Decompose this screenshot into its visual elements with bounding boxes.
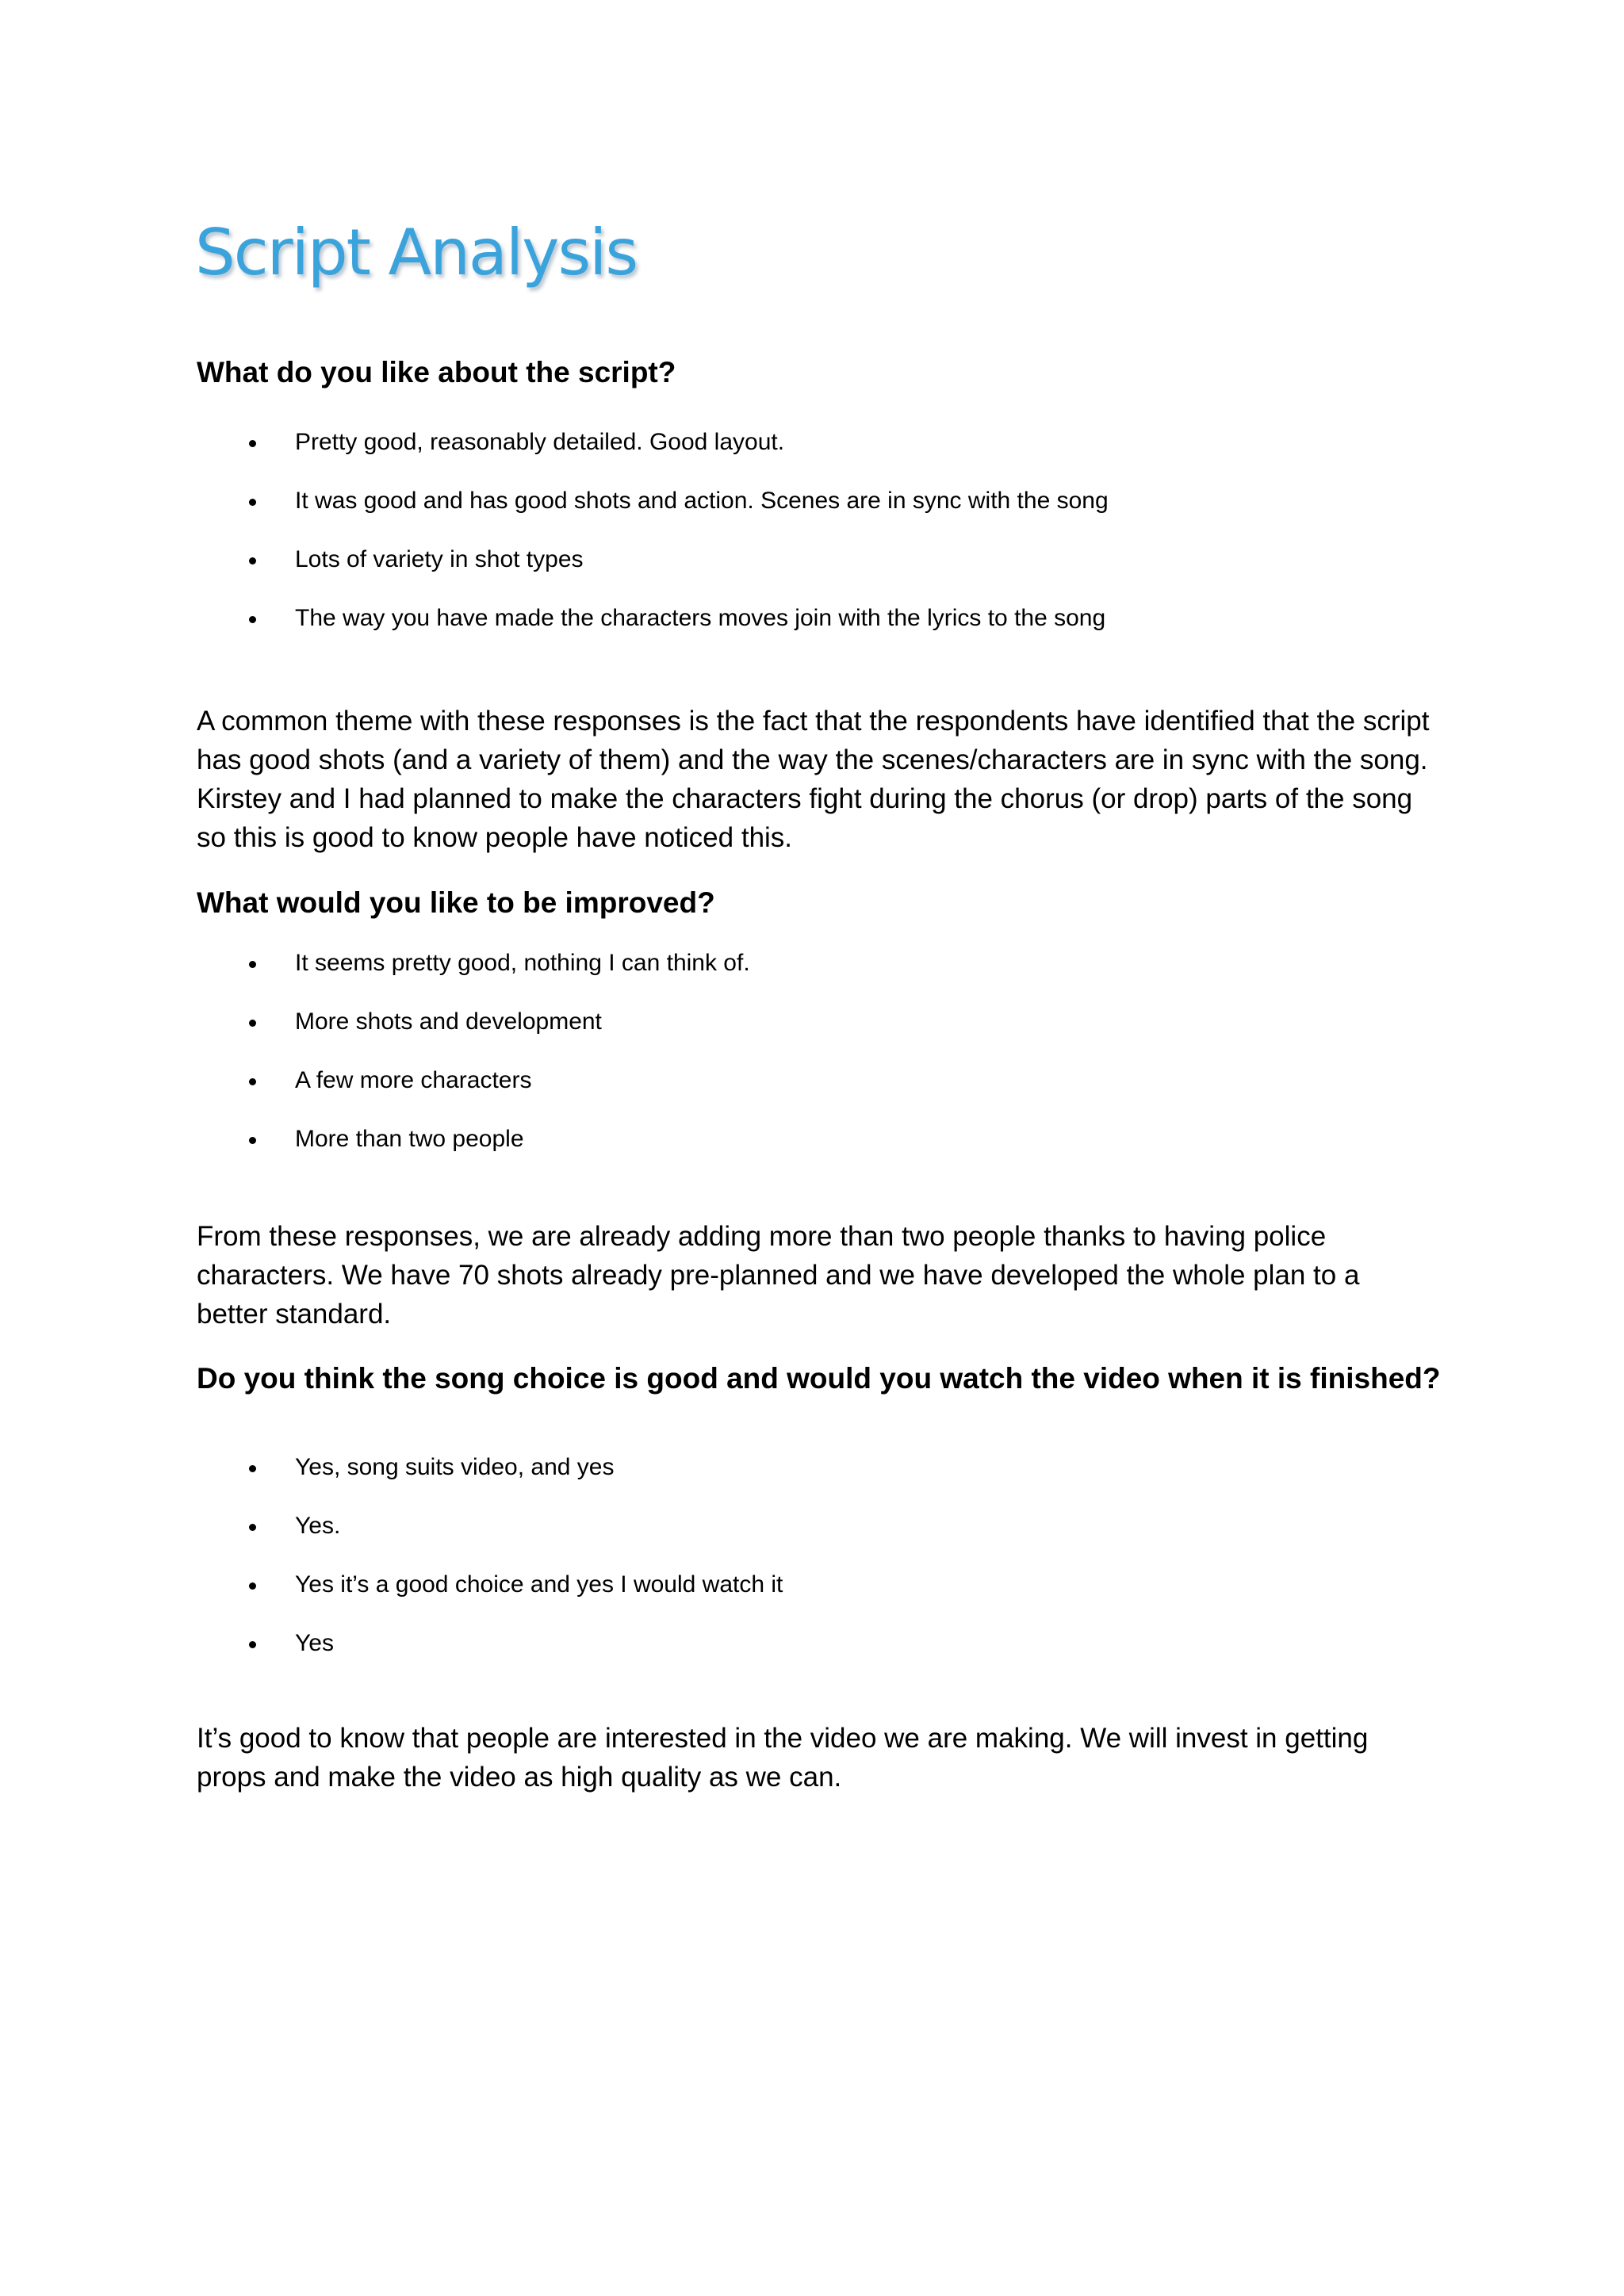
section-improvements: [197, 884, 1434, 922]
list-item: A few more characters: [197, 1065, 1434, 1123]
list-item: Pretty good, reasonably detailed. Good layout.: [197, 427, 1434, 485]
response-list: [197, 1452, 1434, 1686]
section-heading: What do you like about the script?: [197, 356, 676, 388]
response-list-likes: [197, 427, 1434, 661]
list-item: It seems pretty good, nothing I can think of.: [197, 947, 1434, 1006]
list-item: The way you have made the characters moves join with the lyrics to the song: [197, 603, 1434, 661]
response-list-song-choice: [197, 1452, 1434, 1686]
list-item: More shots and development: [197, 1006, 1434, 1065]
response-list: [197, 947, 1434, 1182]
analysis-paragraph: It’s good to know that people are interested in the video we are making. We will invest in getting props and make the video as high quality as we can.: [197, 1723, 1369, 1793]
list-item: It was good and has good shots and action. Scenes are in sync with the song: [197, 485, 1434, 544]
section-heading: What would you like to be improved?: [197, 886, 715, 919]
list-item: Yes, song suits video, and yes: [197, 1452, 1434, 1510]
list-item: Yes: [197, 1628, 1434, 1686]
list-item: More than two people: [197, 1123, 1434, 1182]
response-list-improvements: [197, 947, 1434, 1182]
analysis-paragraph: From these responses, we are already adding more than two people thanks to having police characters. We have 70 shots already pre-planned and we have developed the whole plan to a better standard.: [197, 1221, 1360, 1330]
analysis-paragraph: A common theme with these responses is the fact that the respondents have identified that the script has good shots (and a variety of them) and the way the scenes/characters are in sync with the song. Kirstey and I had planned to make the characters fight during the chorus (or drop) parts of the song so this is good to know people have noticed this.: [197, 706, 1430, 853]
list-item: Lots of variety in shot types: [197, 544, 1434, 603]
page-title: Script Analysis: [195, 216, 638, 289]
list-item: Yes.: [197, 1510, 1434, 1569]
section-heading: Do you think the song choice is good and would you watch the video when it is finished?: [197, 1362, 1441, 1395]
response-list: [197, 427, 1434, 661]
section-song-choice: [197, 1360, 1441, 1398]
list-item: Yes it’s a good choice and yes I would watch it: [197, 1569, 1434, 1628]
section-likes: [197, 354, 1434, 392]
